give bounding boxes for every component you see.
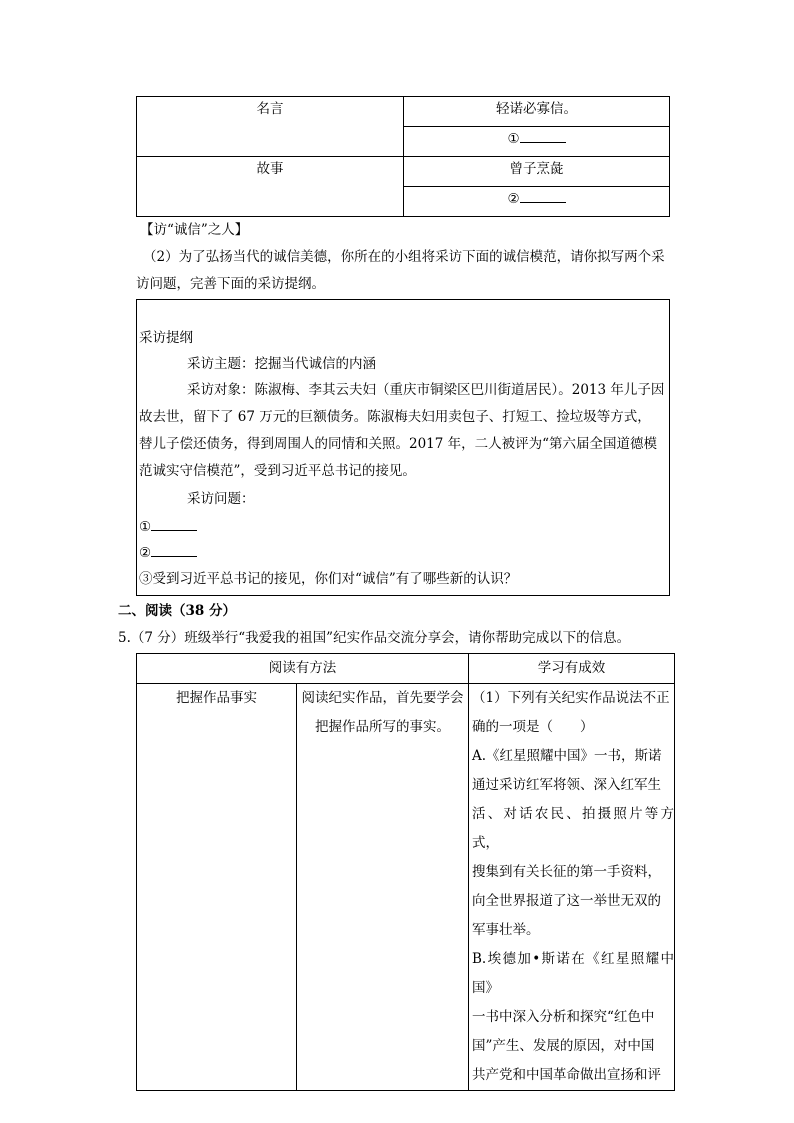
outline-object-line3: 替儿子偿还债务，得到周围人的同情和关照。2017 年，二人被评为“第六届全国道德模: [139, 436, 658, 452]
header-result-cell: [469, 654, 675, 684]
question-marker-2: ②: [139, 545, 152, 561]
quote-value: 轻诺必寡信。: [496, 101, 577, 117]
result-line: 活、对话农民、拍摄照片等方式，: [472, 806, 674, 851]
quote-label: 名言: [256, 101, 284, 117]
result-line: 一书中深入分析和探究“红色中: [472, 1009, 655, 1025]
reading-table: [136, 653, 675, 1091]
blank-cell-2: [404, 187, 670, 217]
method-name-cell: [137, 684, 297, 1091]
question-blank-2[interactable]: [151, 544, 197, 557]
question-blank-1[interactable]: [151, 518, 197, 531]
outline-question-2: [139, 540, 665, 566]
outline-question-3: ③受到习近平总书记的接见，你们对“诚信”有了哪些新的认识？: [139, 571, 518, 587]
section-visit-heading: 【访“诚信”之人】: [140, 222, 249, 238]
result-line: （1）下列有关纪实作品说法不正: [472, 690, 670, 706]
outline-question-1: [139, 514, 665, 540]
result-line: A.《红星照耀中国》一书，斯诺: [472, 748, 662, 764]
story-label: 故事: [256, 161, 284, 177]
blank-marker-1: ①: [507, 131, 520, 147]
header-method-cell: [137, 654, 469, 684]
outline-object-line4: 范诚实守信模范”，受到习近平总书记的接见。: [139, 463, 416, 479]
method-name: 把握作品事实: [176, 690, 257, 706]
result-line: 向全世界报道了这一举世无双的: [472, 893, 661, 909]
section-2-heading: 二、阅读（38 分）: [118, 603, 236, 619]
outline-object-line2: 故去世，留下了 67 万元的巨额债务。陈淑梅夫妇用卖包子、打短工、捡垃圾等方式，: [139, 409, 651, 425]
result-line: 共产党和中国革命做出宣扬和评: [472, 1067, 661, 1083]
question-marker-1: ①: [139, 519, 152, 535]
method-desc-line2: 把握作品所写的事实。: [315, 719, 450, 735]
result-line: 军事壮举。: [472, 922, 540, 938]
answer-blank-1[interactable]: [520, 130, 566, 143]
story-value-cell: [404, 157, 670, 187]
question-2-line1: （2）为了弘扬当代的诚信美德，你所在的小组将采访下面的诚信模范，请你拟写两个采: [143, 249, 665, 265]
outline-title: 采访提纲: [139, 330, 193, 346]
result-line: 国”产生、发展的原因，对中国: [472, 1038, 655, 1054]
result-line: B.埃德加•斯诺在《红星照耀中国》: [472, 951, 674, 996]
question-2-line2: 访问题，完善下面的采访提纲。: [136, 276, 325, 292]
outline-questions-label: 采访问题：: [187, 491, 255, 507]
quote-value-cell: [404, 97, 670, 127]
method-desc-line1: 阅读纪实作品，首先要学会: [301, 690, 464, 706]
outline-object-line1: 采访对象：陈淑梅、李其云夫妇（重庆市铜梁区巴川街道居民）。2013 年儿子因: [187, 382, 665, 398]
blank-cell-1: [404, 127, 670, 157]
quote-story-table: [136, 96, 670, 217]
outline-theme: 采访主题：挖掘当代诚信的内涵: [187, 356, 376, 372]
question-5: 5.（7 分）班级举行“我爱我的祖国”纪实作品交流分享会，请你帮助完成以下的信息。: [118, 630, 631, 646]
method-desc-cell: [297, 684, 469, 1091]
result-line: 通过采访红军将领、深入红军生: [472, 777, 661, 793]
quote-label-cell: [137, 97, 404, 157]
story-value: 曾子烹彘: [509, 161, 564, 177]
result-line: 确的一项是（ ）: [472, 719, 594, 735]
result-line: 搜集到有关长征的第一手资料，: [472, 864, 661, 880]
header-method: 阅读有方法: [268, 660, 337, 676]
answer-blank-2[interactable]: [520, 190, 566, 203]
interview-outline-box: [136, 299, 670, 596]
story-label-cell: [137, 157, 404, 217]
header-result: 学习有成效: [537, 660, 606, 676]
result-cell: [469, 684, 675, 1091]
blank-marker-2: ②: [507, 191, 520, 207]
